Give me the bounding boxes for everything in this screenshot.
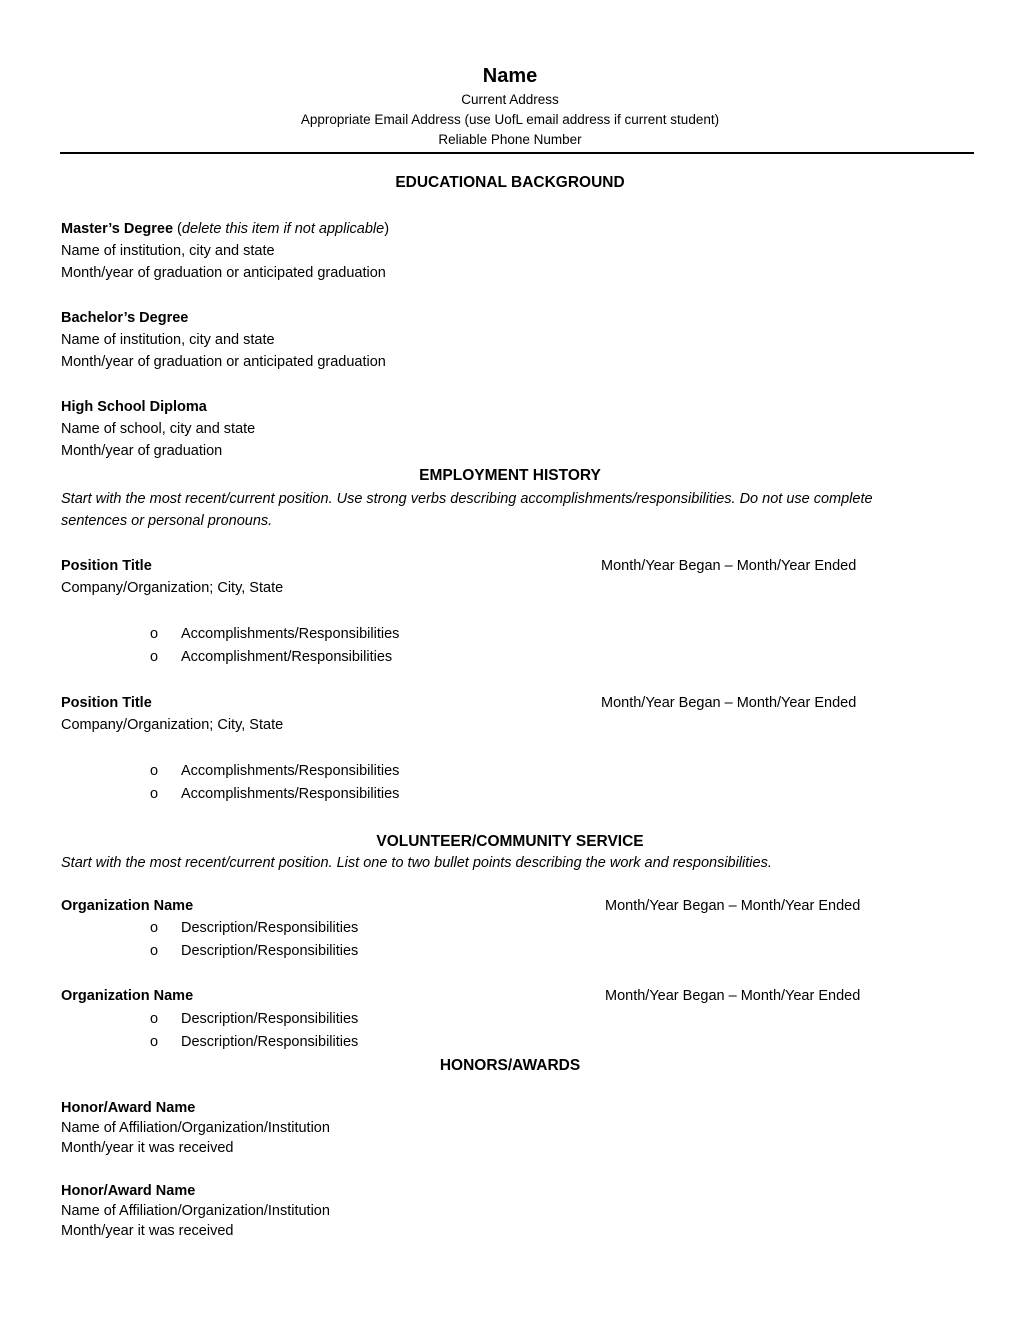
bullet-text: Accomplishments/Responsibilities <box>181 626 400 642</box>
bullet-text: Description/Responsibilities <box>181 1034 359 1050</box>
job-2-bullet-1 <box>150 760 399 782</box>
bullet-marker: o <box>150 786 159 802</box>
org-2-bullet-2 <box>150 1031 358 1053</box>
org-1-name: Organization Name <box>61 898 194 914</box>
masters-degree-note: delete this item if not applicable <box>181 221 385 237</box>
high-school-title: High School Diploma <box>61 399 207 415</box>
masters-paren-open: ( <box>173 221 182 237</box>
honor-1-affiliation: Name of Affiliation/Organization/Institution <box>61 1120 330 1136</box>
org-1-bullet-1 <box>150 917 358 939</box>
job-1-bullet-1 <box>150 623 399 645</box>
org-2-name: Organization Name <box>61 988 194 1004</box>
high-school-graduation-date: Month/year of graduation <box>61 443 223 459</box>
honor-1-name: Honor/Award Name <box>61 1100 196 1116</box>
employment-instructions-line1: Start with the most recent/current position. Use strong verbs describing accomplishments/responsibilities. Do not use complete <box>61 491 873 507</box>
bullet-marker: o <box>150 1034 159 1050</box>
bullet-text: Description/Responsibilities <box>181 920 359 936</box>
volunteer-instructions: Start with the most recent/current position. List one to two bullet points describing the work and responsibilities. <box>61 855 772 871</box>
org-1-bullet-2 <box>150 940 358 962</box>
honor-2-affiliation: Name of Affiliation/Organization/Institution <box>61 1203 330 1219</box>
header-divider <box>60 152 974 154</box>
job-1-bullet-2 <box>150 646 392 668</box>
email-address: Appropriate Email Address (use UofL email address if current student) <box>300 112 720 127</box>
org-2-dates: Month/Year Began – Month/Year Ended <box>605 988 861 1004</box>
employment-instructions-line2: sentences or personal pronouns. <box>61 513 273 529</box>
org-2-bullet-1 <box>150 1008 358 1030</box>
high-school-name: Name of school, city and state <box>61 421 256 437</box>
volunteer-heading: VOLUNTEER/COMMUNITY SERVICE <box>376 833 644 850</box>
bachelors-institution: Name of institution, city and state <box>61 332 275 348</box>
bachelors-degree-title: Bachelor’s Degree <box>61 310 189 326</box>
bullet-marker: o <box>150 626 159 642</box>
masters-graduation-date: Month/year of graduation or anticipated graduation <box>61 265 386 281</box>
honor-1-date: Month/year it was received <box>61 1140 234 1156</box>
job-1-company: Company/Organization; City, State <box>61 580 284 596</box>
job-1-dates: Month/Year Began – Month/Year Ended <box>601 558 857 574</box>
honor-2-name: Honor/Award Name <box>61 1183 196 1199</box>
honor-2-date: Month/year it was received <box>61 1223 234 1239</box>
masters-institution: Name of institution, city and state <box>61 243 275 259</box>
bullet-marker: o <box>150 649 159 665</box>
masters-paren-close: ) <box>384 221 390 237</box>
job-1-title: Position Title <box>61 558 152 574</box>
job-2-dates: Month/Year Began – Month/Year Ended <box>601 695 857 711</box>
employment-heading: EMPLOYMENT HISTORY <box>419 467 601 484</box>
masters-degree-line <box>61 218 389 240</box>
honors-heading: HONORS/AWARDS <box>439 1057 581 1074</box>
bullet-marker: o <box>150 763 159 779</box>
bullet-marker: o <box>150 943 159 959</box>
bullet-text: Accomplishments/Responsibilities <box>181 786 400 802</box>
job-2-title: Position Title <box>61 695 152 711</box>
bullet-marker: o <box>150 920 159 936</box>
bullet-text: Description/Responsibilities <box>181 943 359 959</box>
bullet-text: Description/Responsibilities <box>181 1011 359 1027</box>
current-address: Current Address <box>461 92 559 107</box>
phone-number: Reliable Phone Number <box>438 132 582 147</box>
job-2-company: Company/Organization; City, State <box>61 717 284 733</box>
bullet-text: Accomplishments/Responsibilities <box>181 763 400 779</box>
resume-name: Name <box>482 65 538 87</box>
org-1-dates: Month/Year Began – Month/Year Ended <box>605 898 861 914</box>
bullet-text: Accomplishment/Responsibilities <box>181 649 393 665</box>
bullet-marker: o <box>150 1011 159 1027</box>
education-heading: EDUCATIONAL BACKGROUND <box>395 174 625 191</box>
job-2-bullet-2 <box>150 783 399 805</box>
masters-degree-title: Master’s Degree <box>61 221 174 237</box>
bachelors-graduation-date: Month/year of graduation or anticipated graduation <box>61 354 386 370</box>
